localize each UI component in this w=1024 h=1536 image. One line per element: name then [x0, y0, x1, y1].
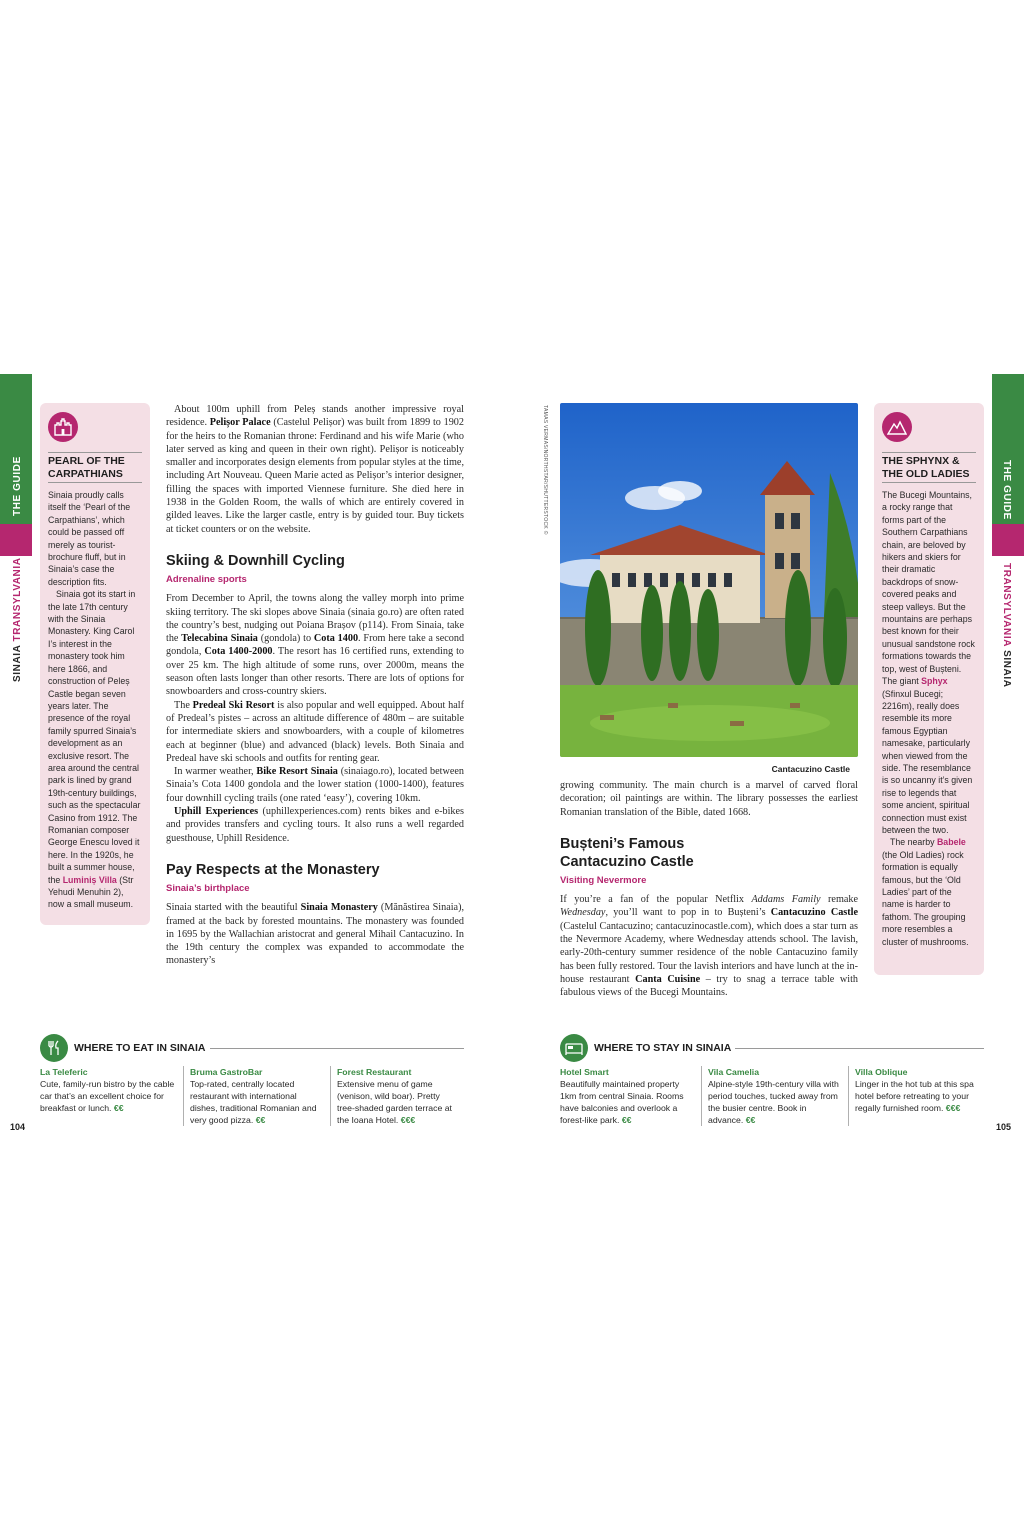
guide-tab-left-label: THE GUIDE — [12, 456, 23, 516]
where-to-eat-title: WHERE TO EAT IN SINAIA — [74, 1042, 206, 1054]
eat-listing: La Teleferic Cute, family-run bistro by the cable car that’s an excellent choice for breakfast or lunch. €€ — [40, 1067, 175, 1113]
monastery-continued: growing community. The main church is a marvel of carved floral decoration; oil paintings are within. The library possesses the earliest Romanian translation of the Bible, dated 1668. — [560, 780, 858, 818]
skiing-heading: Skiing & Downhill Cycling — [166, 552, 345, 569]
where-to-stay-rule — [735, 1048, 984, 1049]
sidebar-title: PEARL OF THE CARPATHIANS — [48, 452, 142, 483]
sidebar-body: The Bucegi Mountains, a rocky range that forms part of the Southern Carpathians chain, are beloved by hikers and skiers for their dramatic backdrops of snow-covered peaks and steep valleys. But the mountains are perhaps best known for their unusual sandstone rock formations towards the top, west of Bușteni. The giant Sphyx (Sfinxul Bucegi; 2216m), really does resemble its more famous Egyptian namesake, particularly when viewed from the side. The resemblance is so uncanny it’s given rise to legends that some ancient, spiritual connection must exist between the two. The nearby Babele (the Old Ladies) rock formation is equally famous, but the ‘Old Ladies’ part of the name is harder to fathom. The grouping more resembles a cluster of mushrooms. — [882, 490, 975, 947]
stay-listing: Villa Oblique Linger in the hot tub at this spa hotel before retreating to your regally furnished room. €€€ — [848, 1066, 984, 1126]
skiing-subheading: Adrenaline sports — [166, 573, 247, 585]
left-main-column — [166, 403, 464, 968]
busteni-heading: Bușteni’s Famous Cantacuzino Castle — [560, 835, 694, 870]
monastery-subheading: Sinaia’s birthplace — [166, 882, 250, 894]
stay-listing: Vila Camelia Alpine-style 19th-century villa with period touches, tucked away from the busier centre. Book in advance. €€ — [701, 1066, 848, 1126]
skiing-paragraph-2: The Predeal Ski Resort is also popular and well equipped. About half of Predeal’s pistes – across an altitude difference of 480m – are suitable for intermediate skiers and snowboarders, with a couple of kilometres each at beginner (blue) and advanced (black) levels. Both Sinaia and Predeal have ski schools and outfits for renting gear. — [166, 699, 464, 764]
running-head-left: SINAIA TRANSYLVANIA — [12, 557, 23, 682]
stay-listing: Hotel Smart Beautifully maintained property 1km from central Sinaia. Rooms have balconies and overlook a forest-like park. €€ — [560, 1067, 684, 1125]
region-tab-left — [0, 524, 32, 556]
where-to-stay-header — [560, 1034, 731, 1062]
where-to-eat-header — [40, 1034, 205, 1062]
eat-listing: Forest Restaurant Extensive menu of game (venison, wild boar). Pretty tree-shaded garden terrace at the Ioana Hotel. €€€ — [330, 1066, 464, 1126]
sidebar-title: THE SPHYNX & THE OLD LADIES — [882, 452, 976, 483]
monastery-paragraph: Sinaia started with the beautiful Sinaia Monastery (Mănăstirea Sinaia), framed at the back by forested mountains. The monastery was founded in 1695 by the Wallachian aristocrat and general Mihail Cantacuzino. In the 19th century the complex was expanded to accommodate the monastery’s — [166, 902, 465, 967]
where-to-eat-listings — [40, 1066, 464, 1126]
cantacuzino-castle-photo — [560, 403, 858, 757]
sidebar-body: Sinaia proudly calls itself the ‘Pearl of the Carpathians’, which could be passed off merely as tourist-brochure fluff, but in Sinaia’s case the description fits. Sinaia got its start in the late 17th century with the Sinaia Monastery. King Carol I’s interest in the monastery took him here 1866, and construction of Peleș Castle began seven years later. The presence of the royal family spurred Sinaia’s development as an exclusive resort. The area around the central park is lined by grand 19th-century buildings, such as the spectacular Casino from 1912. The Romanian composer George Enescu loved it here. In the 1920s, he built a summer house, the Luminiș Villa (Str Yehudi Menuhin 2), now a small museum. — [48, 490, 141, 910]
eat-listing: Bruma GastroBar Top-rated, centrally located restaurant with international dishes, traditional Romanian and very good pizza. €€ — [183, 1066, 330, 1126]
pelisor-paragraph: About 100m uphill from Peleș stands another impressive royal residence. Pelișor Palace (Castelul Pelișor) was built from 1899 to 1902 for the heirs to the Romanian throne: Ferdinand and his wife Marie (who later served as king and queen in their own right). Pelișor is noticeably smaller and incorporates design elements from popular styles at the time, including Art Nouveau. Queen Marie acted as Pelișor’s interior designer, filling the spaces with imported Viennese furniture. She died here in 1938 in the Golden Room, the walls of which are entirely covered in gilded leaves. Like the larger castle, entry is by guided tour. Buy tickets at ticket counters or on the website. — [166, 404, 464, 535]
where-to-eat-rule — [210, 1048, 464, 1049]
skiing-paragraph-1: From December to April, the towns along the valley morph into prime skiing territory. The ski slopes above Sinaia (sinaia go.ro) are often rated the country’s best, nudging out Poiana Brașov (p114). From Sinaia, take the Telecabina Sinaia (gondola) to Cota 1400. From here take a second gondola, Cota 1400-2000. The resort has 16 certified runs, extending to over 25 km. The high altitude of some runs, over 2000m, means the season often lasts longer than other resorts. There are lots of options for snowboarders and cross-country skiers. — [166, 593, 465, 698]
mountain-icon — [882, 412, 912, 442]
sidebar-sphynx-old-ladies — [874, 403, 984, 975]
region-tab-right — [992, 524, 1024, 556]
sidebar-pearl-of-the-carpathians — [40, 403, 150, 925]
skiing-paragraph-4: Uphill Experiences (uphillexperiences.com) rents bikes and e-bikes and provides transfers and cycling tours. It also runs a well regarded guesthouse, Uphill Residence. — [166, 806, 465, 844]
skiing-paragraph-3: In warmer weather, Bike Resort Sinaia (sinaiago.ro), located between Sinaia’s Cota 1400 gondola and the lower station (1000-1400), features four downhill cycling trails (one rated ‘easy’), covering 10km. — [166, 766, 464, 804]
fork-knife-icon — [40, 1034, 68, 1062]
where-to-stay-listings — [560, 1066, 984, 1126]
right-main-column — [560, 779, 858, 1000]
bed-icon — [560, 1034, 588, 1062]
monastery-heading: Pay Respects at the Monastery — [166, 861, 380, 878]
photo-caption: Cantacuzino Castle — [771, 764, 850, 774]
photo-credit: TAMAS VERMAS/NORTHSTAR/SHUTTERSTOCK © — [542, 405, 548, 535]
castle-icon — [48, 412, 78, 442]
where-to-stay-title: WHERE TO STAY IN SINAIA — [594, 1042, 732, 1054]
page-number-left: 104 — [10, 1122, 26, 1132]
running-head-right: TRANSYLVANIA SINAIA — [1001, 563, 1012, 688]
page-number-right: 105 — [996, 1122, 1012, 1132]
guide-tab-right-label: THE GUIDE — [1001, 460, 1012, 520]
busteni-paragraph: If you’re a fan of the popular Netflix Addams Family remake Wednesday, you’ll want to pop in to Bușteni’s Cantacuzino Castle (Castelul Cantacuzino; cantacuzinocastle.com), which does a star turn as the Nevermore Academy, where Wednesday attends school. The lavish, early-20th-century summer residence of the noble Cantacuzino family has been fully restored. Tour the lavish interiors and have lunch at the in-house restaurant Canta Cuisine – try to snag a terrace table with fabulous views of the Bucegi Mountains. — [560, 894, 859, 999]
busteni-subheading: Visiting Nevermore — [560, 874, 647, 886]
